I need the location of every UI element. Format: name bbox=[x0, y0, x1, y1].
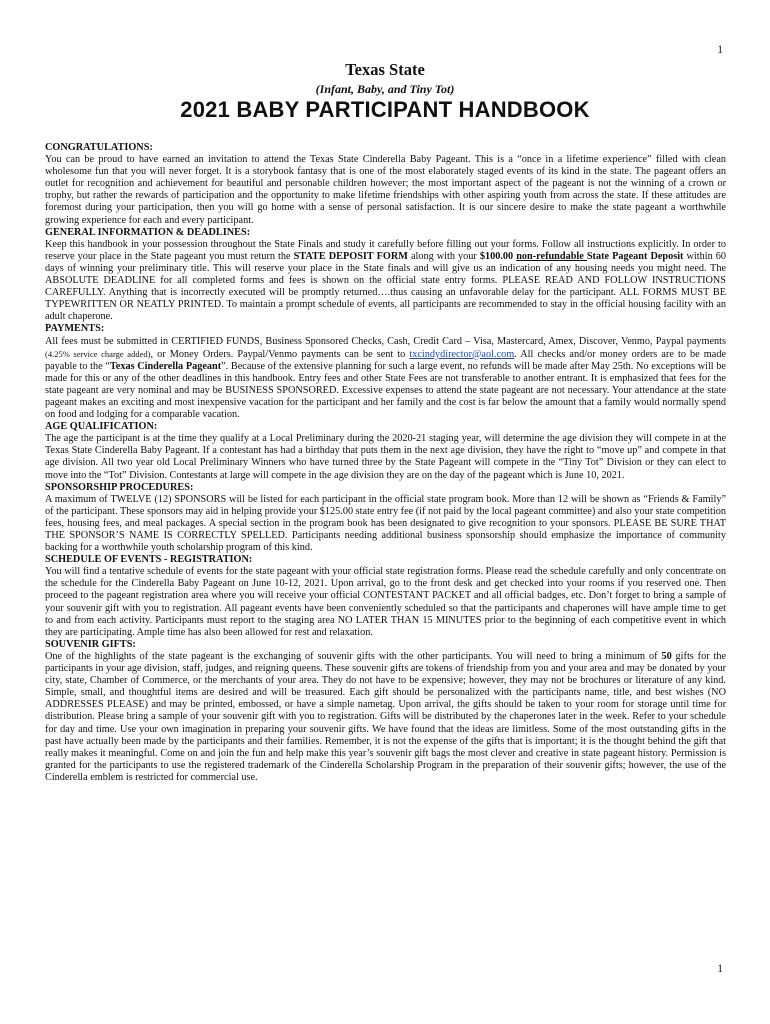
section-congratulations bbox=[45, 142, 726, 227]
section-heading: SOUVENIR GIFTS: bbox=[45, 638, 136, 650]
section-heading: AGE QUALIFICATION: bbox=[45, 421, 158, 433]
section-heading: SCHEDULE OF EVENTS - REGISTRATION: bbox=[45, 554, 253, 566]
section-text: All fees must be submitted in CERTIFIED FUNDS, Business Sponsored Checks, Cash, Credit Card – Visa, Mastercard, Amex, Discover, Venmo, Paypal payments (4.25% service charge added), or Money Orders. Paypal/Venmo payments can be sent to txcindydirector@aol.com. All checks and/or money orders are to be made payable to the “Texas Cinderella Pageant”. Because of the extensive planning for such a large event, no refunds will be made after May 25th. No exceptions will be made for this or any of the other deadlines in this handbook. Entry fees and other State Fees are not transferable to another entrant. It is emphasized that fees for the state pageant are very nominal and may be BUSINESS SPONSORED. Excessive expenses to attend the state pageant are not necessary. Your attendance at the state pageant makes an exciting and most inexpensive vacation for the participant and her family and the cost is far below the amount that a family would normally spend on food and lodging for a comparable vacation. bbox=[45, 335, 727, 421]
section-text: A maximum of TWELVE (12) SPONSORS will be listed for each participant in the official state program book. More than 12 will be shown as “Friends & Family” of the participant. These sponsors may aid in helping provide your $125.00 state entry fee (if not paid by the local pageant committee) and also your state competition fees, housing fees, and meal packages. A special section in the program book has been designated to give recognition to your sponsors. PLEASE BE SURE THAT THE SPONSOR’S NAME IS CORRECTLY SPELLED. Participants needing additional business sponsorship should emphasize the importance of community backing for a worthwhile youth scholarship program of this kind. bbox=[45, 493, 726, 554]
handbook-title: 2021 BABY PARTICIPANT HANDBOOK bbox=[180, 97, 590, 122]
section-payments bbox=[45, 323, 726, 421]
section-heading: CONGRATULATIONS: bbox=[45, 142, 153, 153]
document-subtitle: (Infant, Baby, and Tiny Tot) bbox=[315, 82, 455, 96]
section-heading: PAYMENTS: bbox=[45, 323, 105, 335]
section-age-qualification bbox=[45, 421, 726, 481]
page-number-top: 1 bbox=[717, 44, 723, 56]
section-text: Keep this handbook in your possession throughout the State Finals and study it carefully before filling out your forms. Follow all instructions explicitly. In order to reserve your place in the State pageant you must return the STATE DEPOSIT FORM along with your $100.00 non-refundable State Pageant Deposit within 60 days of winning your preliminary title. This will reserve your place in the State finals and will give us an indication of any housing needs you might need. The ABSOLUTE DEADLINE for all completed forms and fees is shown on the official state entry forms. PLEASE READ AND FOLLOW INSTRUCTIONS CAREFULLY. Anything that is incorrectly executed will be promptly returned….thus causing an unfavorable delay for the participant. ALL FORMS MUST BE TYPEWRITTEN OR NEATLY PRINTED. To maintain a prompt schedule of events, all participants are recommended to stay in the official housing facility with an adult chaperone. bbox=[45, 238, 726, 323]
section-text: One of the highlights of the state pageant is the exchanging of souvenir gifts with the other participants. You will need to bring a minimum of 50 gifts for the participants in your age division, staff, judges, and reigning queens. These souvenir gifts are tokens of friendship from you and your area and may be donated by your city, state, Chamber of Commerce, or the merchants of your area. They do not have to be expensive; however, they may not be brochures or literature of any kind. Simple, small, and thoughtful items are desired and will be treasured. Each gift should be personalized with the participants name, title, and best wishes (NO ADDRESSES PLEASE) and may be printed, embossed, or have a simple nametag. Upon arrival, the gifts should be taken to your room for storage until time for distribution. Please bring a sample of your souvenir gift with you to registration. Gifts will be distributed by the chaperones later in the week. Refer to your schedule for day and time. Use your own imagination in preparing your souvenir gifts. We have found that the ideas are limitless. Some of the most outstanding gifts in the past have actually been made by the participants and their families. Remember, it is not the expense of the gifts that is important; it is the thought behind the gift that really makes it meaningful. Come on and join the fun and help make this year’s souvenir gift bags the most clever and creative in state pageant history. Permission is granted for the participants to use the registered trademark of the Cinderella Scholarship Program in the preparation of their souvenir gifts; however, the use of the Cinderella emblem is restricted for commercial use. bbox=[45, 650, 726, 783]
section-sponsorship bbox=[45, 482, 726, 555]
email-link[interactable]: txcindydirector@aol.com bbox=[409, 348, 515, 360]
section-schedule bbox=[45, 554, 726, 639]
section-heading: SPONSORSHIP PROCEDURES: bbox=[45, 481, 194, 493]
section-text: You can be proud to have earned an invitation to attend the Texas State Cinderella Baby Pageant. This is a “once in a lifetime experience” filled with clean wholesome fun that you will never forget. It is a storybook fantasy that is one of the most elaborately staged events of its kind in the state. The pageant offers an outlet for recognition and achievement for beautiful and personable children however; the most important aspect of the pageant is not the winning of a crown or trophy, but rather the rewards of participation and the opportunity to make lifetime friendships with other aspiring youth from across the state. If these attitudes are foremost during your participation, then you will go home with a sense of personal satisfaction. It is our sincere desire to make the state pageant a worthwhile growing experience for each and every participant. bbox=[45, 154, 726, 226]
section-text: You will find a tentative schedule of events for the state pageant with your official state registration forms. Please read the schedule carefully and only concentrate on the schedule for the Cinderella Baby Pageant on June 10-12, 2021. Upon arrival, go to the front desk and get checked into your rooms if you reserved one. Then proceed to the pageant registration area where you will receive your official CONTESTANT PACKET and all official badges, etc. Don’t forget to bring a sample of your souvenir gift with you to registration. All pageant events have been conveniently scheduled so that the participants and chaperones will have ample time to get to and from each activity. Participants must report to the staging area NO LATER THAN 15 MINUTES prior to the beginning of each competitive event in which they are participating. Ample time has also been allowed for rest and relaxation. bbox=[45, 566, 726, 638]
page-number-bottom: 1 bbox=[717, 963, 723, 975]
document-title: Texas State bbox=[345, 60, 425, 79]
section-souvenir-gifts bbox=[45, 639, 726, 784]
section-general-information bbox=[45, 227, 726, 324]
document-body bbox=[45, 142, 726, 784]
section-text: The age the participant is at the time they qualify at a Local Preliminary during the 2020-21 staging year, will determine the age division they will compete in at the Texas State Cinderella Baby Pageant. If a contestant has had a birthday that puts them in the next age division, they have the right to “move up” and compete in that age division. All two year old Local Preliminary Winners who have turned three by the State Pageant will compete in the “Tiny Tot” Division or they can elect to move into the “Tot” Division. Contestants at large will compete in the age division they are on the day of the pageant which is June 10, 2021. bbox=[45, 433, 726, 481]
section-heading: GENERAL INFORMATION & DEADLINES: bbox=[45, 226, 251, 238]
